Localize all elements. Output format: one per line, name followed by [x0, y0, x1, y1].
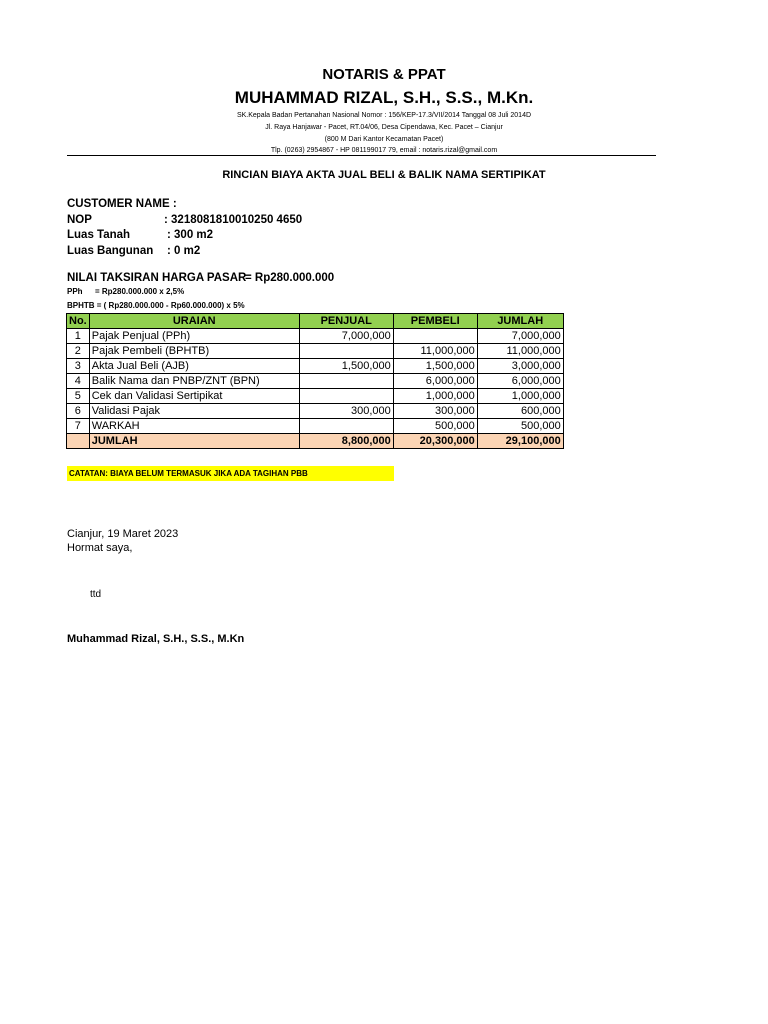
row-uraian: Validasi Pajak [89, 404, 299, 419]
header-penjual: PENJUAL [299, 314, 393, 329]
bphtb-formula: BPHTB = ( Rp280.000.000 - Rp60.000.000) x 5% [67, 301, 245, 310]
row-penjual: 1,500,000 [299, 359, 393, 374]
row-no: 1 [67, 329, 90, 344]
pph-label: PPh [67, 287, 83, 296]
table-row [67, 389, 564, 404]
row-pembeli: 500,000 [393, 419, 477, 434]
row-uraian: Pajak Penjual (PPh) [89, 329, 299, 344]
row-jumlah: 600,000 [477, 404, 563, 419]
total-pembeli: 20,300,000 [393, 434, 477, 449]
customer-name-label: CUSTOMER NAME : [67, 198, 177, 210]
header-title-line1: NOTARIS & PPAT [322, 66, 446, 83]
nop-label: NOP [67, 214, 92, 226]
total-no [67, 434, 90, 449]
row-uraian: Cek dan Validasi Sertipikat [89, 389, 299, 404]
row-uraian: Balik Nama dan PNBP/ZNT (BPN) [89, 374, 299, 389]
cost-table [66, 313, 564, 449]
row-pembeli: 1,000,000 [393, 389, 477, 404]
row-uraian: WARKAH [89, 419, 299, 434]
luas-bangunan-value: : 0 m2 [167, 245, 201, 257]
row-uraian: Pajak Pembeli (BPHTB) [89, 344, 299, 359]
row-penjual: 7,000,000 [299, 329, 393, 344]
table-row [67, 329, 564, 344]
total-penjual: 8,800,000 [299, 434, 393, 449]
header-divider [67, 155, 656, 156]
row-pembeli: 1,500,000 [393, 359, 477, 374]
row-no: 2 [67, 344, 90, 359]
row-penjual [299, 374, 393, 389]
table-row [67, 374, 564, 389]
header-pembeli: PEMBELI [393, 314, 477, 329]
row-pembeli: 6,000,000 [393, 374, 477, 389]
row-no: 4 [67, 374, 90, 389]
luas-tanah-value: : 300 m2 [167, 229, 214, 241]
total-row [67, 434, 564, 449]
valuation-label: NILAI TAKSIRAN HARGA PASAR [67, 272, 247, 284]
document-title: RINCIAN BIAYA AKTA JUAL BELI & BALIK NAMA SERTIPIKAT [222, 169, 546, 181]
row-no: 6 [67, 404, 90, 419]
row-penjual [299, 419, 393, 434]
luas-bangunan-label: Luas Bangunan [67, 245, 154, 257]
row-penjual [299, 344, 393, 359]
header-no: No. [67, 314, 90, 329]
row-jumlah: 7,000,000 [477, 329, 563, 344]
luas-tanah-label: Luas Tanah [67, 229, 131, 241]
row-jumlah: 500,000 [477, 419, 563, 434]
table-header-row [67, 314, 564, 329]
place-date: Cianjur, 19 Maret 2023 [67, 528, 179, 540]
row-penjual: 300,000 [299, 404, 393, 419]
ttd-mark: ttd [90, 589, 102, 600]
header-contact-line: Tlp. (0263) 2954867 - HP 081199017 79, email : notaris.rizal@gmail.com [270, 147, 498, 154]
header-address-line2: (800 M Dari Kantor Kecamatan Pacet) [324, 136, 444, 143]
total-label: JUMLAH [89, 434, 299, 449]
table-row [67, 419, 564, 434]
header-uraian: URAIAN [89, 314, 299, 329]
row-no: 7 [67, 419, 90, 434]
header-title-line2: MUHAMMAD RIZAL, S.H., S.S., M.Kn. [234, 88, 534, 107]
pph-formula: = Rp280.000.000 x 2,5% [95, 287, 185, 296]
header-address-line1: Jl. Raya Hanjawar - Pacet, RT.04/06, Desa Cipendawa, Kec. Pacet – Cianjur [265, 124, 503, 131]
row-pembeli: 300,000 [393, 404, 477, 419]
row-jumlah: 11,000,000 [477, 344, 563, 359]
nop-value: : 3218081810010250 4650 [164, 214, 303, 226]
header-jumlah: JUMLAH [477, 314, 563, 329]
row-uraian: Akta Jual Beli (AJB) [89, 359, 299, 374]
note-banner: CATATAN: BIAYA BELUM TERMASUK JIKA ADA TAGIHAN PBB [67, 466, 394, 481]
header-sk-line: SK.Kepala Badan Pertanahan Nasional Nomor : 156/KEP-17.3/VII/2014 Tanggal 08 Juli 2014D [236, 112, 532, 119]
row-pembeli: 11,000,000 [393, 344, 477, 359]
table-row [67, 404, 564, 419]
row-jumlah: 1,000,000 [477, 389, 563, 404]
valuation-value: = Rp280.000.000 [245, 272, 335, 284]
row-no: 5 [67, 389, 90, 404]
greeting: Hormat saya, [67, 542, 133, 554]
table-row [67, 359, 564, 374]
signatory-name: Muhammad Rizal, S.H., S.S., M.Kn [67, 633, 245, 645]
table-row [67, 344, 564, 359]
row-no: 3 [67, 359, 90, 374]
row-penjual [299, 389, 393, 404]
row-pembeli [393, 329, 477, 344]
total-jumlah: 29,100,000 [477, 434, 563, 449]
row-jumlah: 3,000,000 [477, 359, 563, 374]
row-jumlah: 6,000,000 [477, 374, 563, 389]
